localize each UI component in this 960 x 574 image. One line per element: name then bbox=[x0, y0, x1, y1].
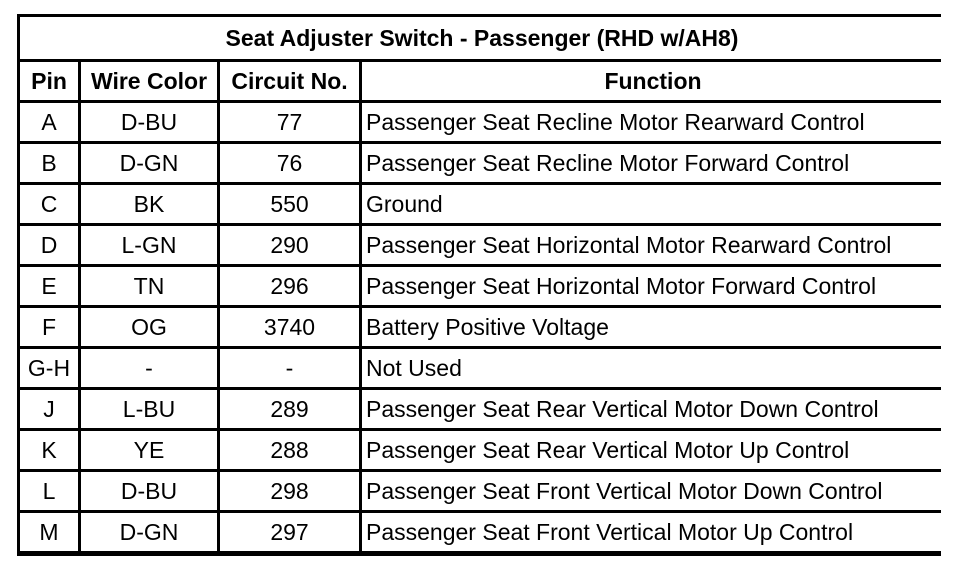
cell-circuit: 77 bbox=[220, 103, 359, 141]
cell-pin: D bbox=[20, 226, 78, 264]
cell-circuit: 298 bbox=[220, 472, 359, 510]
cell-pin: M bbox=[20, 513, 78, 551]
cell-function: Ground bbox=[362, 185, 944, 223]
cell-function: Passenger Seat Rear Vertical Motor Up Control bbox=[362, 431, 944, 469]
cell-pin: G-H bbox=[20, 349, 78, 387]
header-wire-color: Wire Color bbox=[81, 62, 217, 100]
cell-function: Passenger Seat Horizontal Motor Rearward Control bbox=[362, 226, 944, 264]
table-grid bbox=[20, 17, 938, 553]
cell-pin: A bbox=[20, 103, 78, 141]
cell-function: Passenger Seat Front Vertical Motor Up Control bbox=[362, 513, 944, 551]
cell-wire-color: D-GN bbox=[81, 144, 217, 182]
cell-wire-color: D-BU bbox=[81, 103, 217, 141]
cell-circuit: - bbox=[220, 349, 359, 387]
cell-wire-color: D-GN bbox=[81, 513, 217, 551]
cell-pin: E bbox=[20, 267, 78, 305]
cell-pin: B bbox=[20, 144, 78, 182]
cell-pin: F bbox=[20, 308, 78, 346]
cell-pin: L bbox=[20, 472, 78, 510]
cell-circuit: 297 bbox=[220, 513, 359, 551]
cell-wire-color: D-BU bbox=[81, 472, 217, 510]
cell-pin: K bbox=[20, 431, 78, 469]
header-circuit: Circuit No. bbox=[220, 62, 359, 100]
cell-pin: C bbox=[20, 185, 78, 223]
cell-wire-color: BK bbox=[81, 185, 217, 223]
header-function: Function bbox=[362, 62, 944, 100]
table-title: Seat Adjuster Switch - Passenger (RHD w/AH8) bbox=[20, 17, 944, 59]
cell-circuit: 76 bbox=[220, 144, 359, 182]
cell-circuit: 289 bbox=[220, 390, 359, 428]
cell-circuit: 288 bbox=[220, 431, 359, 469]
cell-function: Passenger Seat Rear Vertical Motor Down Control bbox=[362, 390, 944, 428]
cell-function: Not Used bbox=[362, 349, 944, 387]
cell-circuit: 290 bbox=[220, 226, 359, 264]
cell-function: Passenger Seat Recline Motor Rearward Control bbox=[362, 103, 944, 141]
cell-wire-color: L-GN bbox=[81, 226, 217, 264]
cell-circuit: 3740 bbox=[220, 308, 359, 346]
header-pin: Pin bbox=[20, 62, 78, 100]
cell-wire-color: - bbox=[81, 349, 217, 387]
cell-circuit: 550 bbox=[220, 185, 359, 223]
cell-function: Passenger Seat Recline Motor Forward Control bbox=[362, 144, 944, 182]
cell-function: Passenger Seat Front Vertical Motor Down Control bbox=[362, 472, 944, 510]
connector-table bbox=[17, 14, 941, 556]
cell-wire-color: L-BU bbox=[81, 390, 217, 428]
cell-pin: J bbox=[20, 390, 78, 428]
cell-circuit: 296 bbox=[220, 267, 359, 305]
cell-wire-color: TN bbox=[81, 267, 217, 305]
cell-wire-color: YE bbox=[81, 431, 217, 469]
cell-function: Battery Positive Voltage bbox=[362, 308, 944, 346]
cell-function: Passenger Seat Horizontal Motor Forward Control bbox=[362, 267, 944, 305]
cell-wire-color: OG bbox=[81, 308, 217, 346]
